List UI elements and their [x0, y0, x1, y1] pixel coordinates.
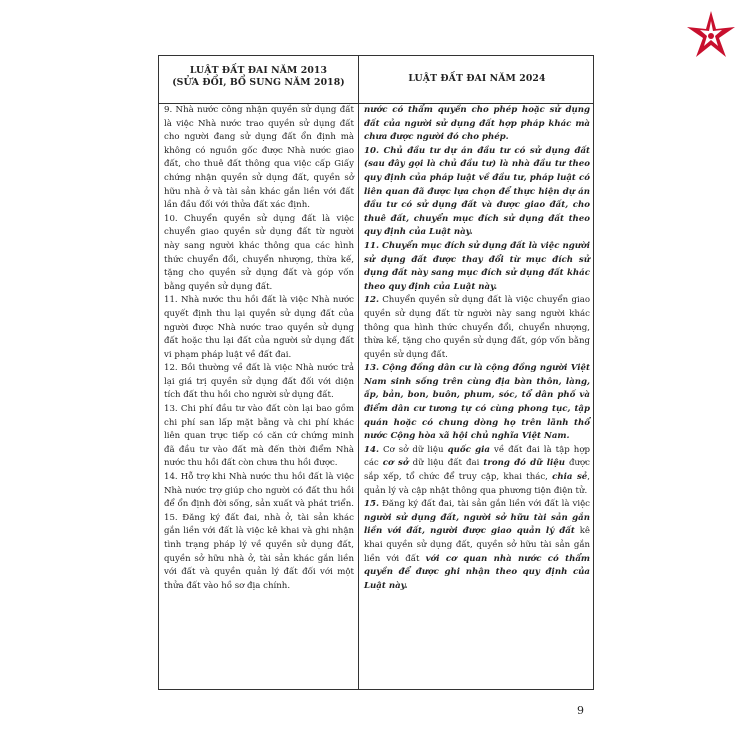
right-paragraph-14 [364, 444, 590, 498]
right-paragraph-13: 13. Cộng đồng dân cư là cộng đồng người Việt Nam sinh sống trên cùng địa bàn thôn, làng, ấp, bản, bon, buôn, phum, sóc, tổ dân phố và điểm dân cư tương tự có cùng phong tục, tập quán hoặc có chung dòng họ trên lãnh thổ nước Cộng hòa xã hội chủ nghĩa Việt Nam. [364, 363, 590, 442]
right-paragraph-9: nước có thẩm quyền cho phép hoặc sử dụng đất của người sử dụng đất hợp pháp khác mà chưa được người đó cho phép. [364, 105, 590, 143]
right-paragraph-14-c: về đất đai là tập hợp các [364, 444, 590, 469]
column-divider [358, 56, 359, 689]
right-paragraph-10: 10. Chủ đầu tư dự án đầu tư có sử dụng đất (sau đây gọi là chủ đầu tư) là nhà đầu tư theo quy định của pháp luật về đầu tư, pháp luật có liên quan đã được lựa chọn để thực hiện dự án đầu tư có sử dụng đất và được giao đất, cho thuê đất, chuyển mục đích sử dụng đất theo quy định của Luật này. [364, 145, 590, 238]
right-paragraph-15-a: Đăng ký đất đai, tài sản gắn liền với đất là việc [378, 499, 590, 510]
right-paragraph-14-e: dữ liệu đất đai [408, 458, 484, 469]
left-paragraph-9: 9. Nhà nước công nhận quyền sử dụng đất là việc Nhà nước trao quyền sử dụng đất cho người đang sử dụng đất ổn định mà không có nguồn gốc được Nhà nước giao đất, cho thuê đất thông qua việc cấp Giấy chứng nhận quyền sử dụng đất, quyền sở hữu nhà ở và tài sản khác gắn liền với đất lần đầu đối với thửa đất xác định. [164, 105, 354, 211]
header-left-line1: LUẬT ĐẤT ĐAI NĂM 2013 [189, 65, 328, 76]
page-number: 9 [577, 704, 584, 717]
right-paragraph-15-number: 15. [364, 499, 379, 510]
right-paragraph-14-g: được sắp xếp, tổ chức để truy cập, khai thác, [364, 458, 590, 483]
right-paragraph-15 [364, 498, 590, 593]
right-paragraph-14-b: quốc gia [447, 444, 490, 455]
right-paragraph-15-b: người sử dụng đất, người sở hữu tài sản gắn liền với đất, người được giao quản lý đất [364, 512, 590, 537]
right-paragraph-14-h: chia sẻ [552, 472, 588, 483]
right-paragraph-12-text: Chuyển quyền sử dụng đất là việc chuyển giao quyền sử dụng đất từ người này sang người khác thông qua hình thức chuyển đổi, chuyển nhượng, thừa kế, tặng cho quyền sử dụng đất, góp vốn bằng quyền sử dụng đất. [364, 295, 590, 360]
column-2013 [164, 104, 354, 593]
left-paragraph-15: 15. Đăng ký đất đai, nhà ở, tài sản khác gắn liền với đất là việc kê khai và ghi nhận tình trạng pháp lý về quyền sử dụng đất, quyền sở hữu nhà ở, tài sản khác gắn liền với đất và quyền quản lý đất đối với một thửa đất vào hồ sơ địa chính. [164, 512, 354, 591]
left-paragraph-13: 13. Chi phí đầu tư vào đất còn lại bao gồm chi phí san lấp mặt bằng và chi phí khác liên quan trực tiếp có căn cứ chứng minh đã đầu tư vào đất mà đến thời điểm Nhà nước thu hồi đất còn chưa thu hồi được. [164, 404, 354, 469]
left-paragraph-12: 12. Bồi thường về đất là việc Nhà nước trả lại giá trị quyền sử dụng đất đối với diện tích đất thu hồi cho người sử dụng đất. [164, 363, 354, 401]
left-paragraph-10: 10. Chuyển quyền sử dụng đất là việc chuyển giao quyền sử dụng đất từ người này sang người khác thông qua các hình thức chuyển đổi, chuyển nhượng, thừa kế, tặng cho quyền sử dụng đất và góp vốn bằng quyền sử dụng đất. [164, 213, 354, 292]
right-paragraph-14-i: , quản lý và cập nhật thông qua phương tiện điện tử. [364, 472, 590, 496]
header-right: LUẬT ĐẤT ĐAI NĂM 2024 [408, 73, 546, 84]
right-paragraph-14-number: 14. [364, 444, 379, 455]
right-paragraph-15-d: với cơ quan nhà nước có thẩm quyền để được ghi nhận theo quy định của Luật này. [364, 553, 590, 591]
header-left [159, 65, 358, 89]
left-paragraph-11: 11. Nhà nước thu hồi đất là việc Nhà nước quyết định thu lại quyền sử dụng đất của người được Nhà nước trao quyền sử dụng đất hoặc thu lại đất của người sử dụng đất vi phạm pháp luật về đất đai. [164, 295, 354, 360]
left-paragraph-14: 14. Hỗ trợ khi Nhà nước thu hồi đất là việc Nhà nước trợ giúp cho người có đất thu hồi để ổn định đời sống, sản xuất và phát triển. [164, 472, 354, 510]
right-paragraph-14-f: trong đó dữ liệu [483, 458, 565, 469]
comparison-table [158, 55, 594, 690]
column-2024 [364, 104, 590, 593]
right-paragraph-11: 11. Chuyển mục đích sử dụng đất là việc người sử dụng đất được thay đổi từ mục đích sử dụng đất này sang mục đích sử dụng đất khác theo quy định của Luật này. [364, 240, 590, 292]
right-paragraph-14-d: cơ sở [382, 458, 409, 469]
right-paragraph-12 [364, 294, 590, 362]
header-left-line2: (SỬA ĐỔI, BỔ SUNG NĂM 2018) [172, 77, 345, 88]
right-paragraph-15-c: kê khai quyền sử dụng đất, quyền sở hữu tài sản gắn liền với đất [364, 526, 590, 564]
publisher-logo-icon [683, 8, 739, 62]
right-paragraph-12-number: 12. [364, 295, 379, 306]
right-paragraph-14-a: Cơ sở dữ liệu [378, 444, 448, 455]
